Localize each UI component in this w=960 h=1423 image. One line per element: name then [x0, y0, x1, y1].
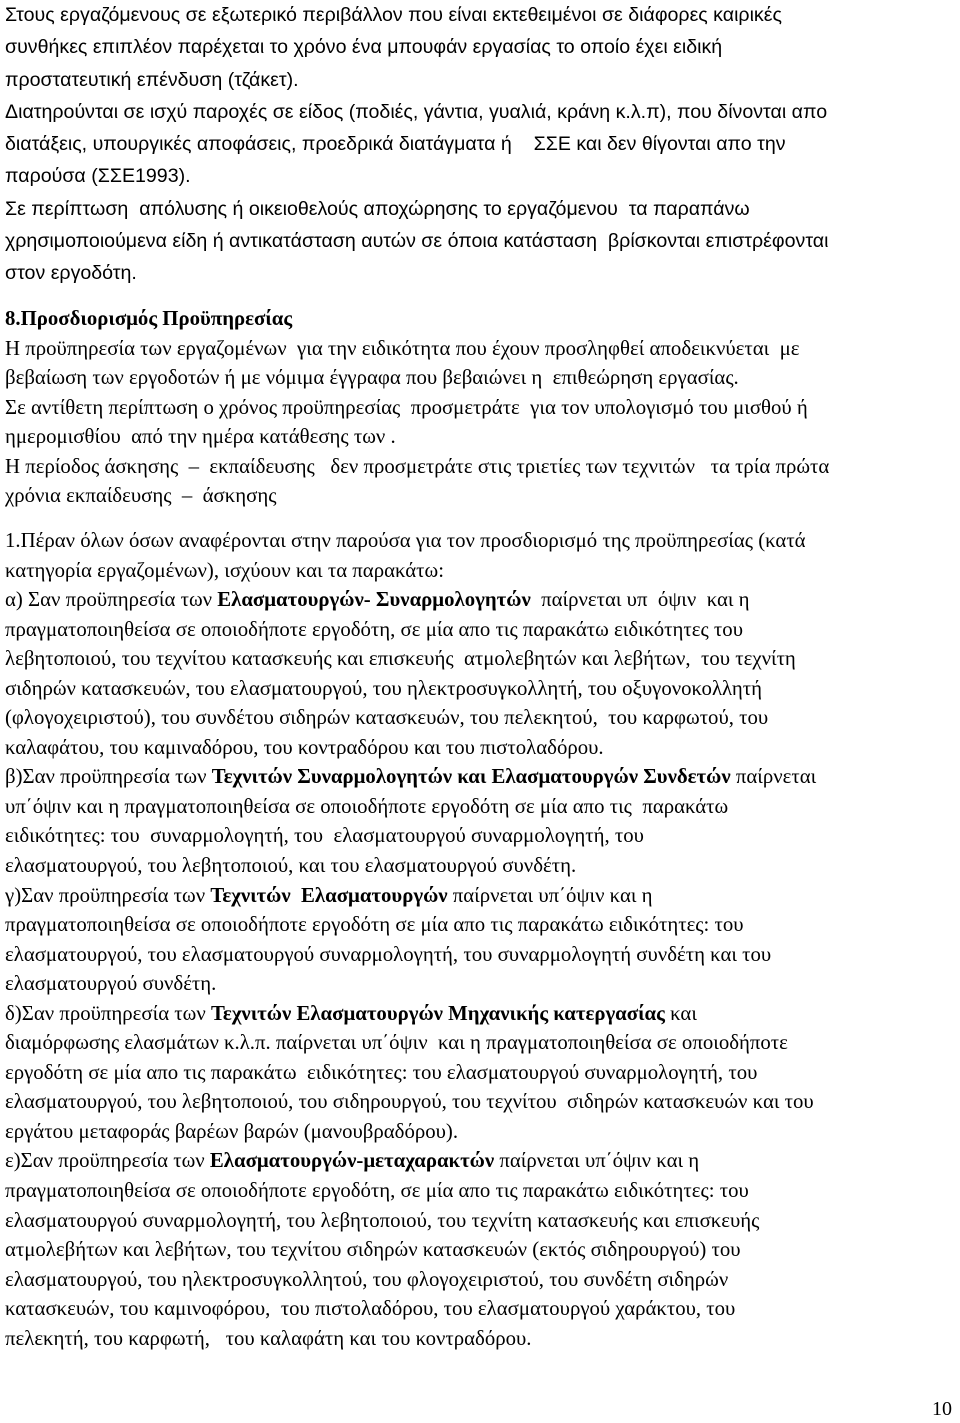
- item-c-first-line: [5, 881, 955, 911]
- text-line: ημερομισθίου από την ημέρα κατάθεσης των .: [5, 425, 396, 449]
- text-line: διαμόρφωσης ελασμάτων κ.λ.π. παίρνεται υπ΄όψιν και η πραγματοποιηθείσα σε οποιοδήποτε: [5, 1031, 788, 1055]
- item-e-prefix: ε)Σαν προϋπηρεσία των: [5, 1149, 210, 1173]
- item-c-suffix: παίρνεται υπ΄όψιν και η: [447, 883, 653, 907]
- text-line: Διατηρούνται σε ισχύ παροχές σε είδος (ποδιές, γάντια, γυαλιά, κράνη κ.λ.π), που δίνονται απο: [5, 100, 828, 123]
- item-a-prefix: α) Σαν προϋπηρεσία των: [5, 588, 218, 612]
- item-c-bold: Τεχνιτών Ελασματουργών: [210, 883, 448, 907]
- text-line: ελασματουργού, του λεβητοποιού, και του ελασματουργού συνδέτη.: [5, 854, 577, 878]
- item-d-prefix: δ)Σαν προϋπηρεσία των: [5, 1001, 211, 1025]
- text-line: (φλογοχειριστού), του συνδέτου σιδηρών κατασκευών, του πελεκητού, του καρφωτού, του: [5, 706, 769, 730]
- text-line: υπ΄όψιν και η πραγματοποιηθείσα σε οποιοδήποτε εργοδότη σε μία απο τις παρακάτω: [5, 794, 729, 818]
- text-line: πελεκητή, του καρφωτή, του καλαφάτη και του κοντραδόρου.: [5, 1326, 532, 1350]
- item-e-first-line: [5, 1146, 955, 1176]
- item-b-first-line: [5, 762, 955, 792]
- text-line: λεβητοποιού, του τεχνίτου κατασκευής και επισκευής ατμολεβητών και λεβήτων, του τεχνίτη: [5, 647, 796, 671]
- item-a-suffix: παίρνεται υπ όψιν και η: [530, 588, 750, 612]
- item-d-first-line: [5, 999, 955, 1029]
- text-line: ελασματουργού συναρμολογητή, του λεβητοποιού, του τεχνίτη κατασκευής και επισκευής: [5, 1208, 760, 1232]
- text-line: 1.Πέραν όλων όσων αναφέρονται στην παρούσα για τον προσδιορισμό της προϋπηρεσίας (κατά: [5, 529, 806, 552]
- text-line: διατάξεις, υπουργικές αποφάσεις, προεδρικά διατάγματα ή ΣΣΕ και δεν θίγονται απο την: [5, 133, 786, 156]
- item-b-prefix: β)Σαν προϋπηρεσία των: [5, 765, 212, 789]
- text-line: σιδηρών κατασκευών, του ελασματουργού, του ηλεκτροσυγκολλητή, του οξυγονοκολλητή: [5, 676, 763, 700]
- text-line: χρησιμοποιούμενα είδη ή αντικατάσταση αυτών σε όποια κατάσταση βρίσκονται επιστρέφονται: [5, 230, 829, 253]
- text-line: παρούσα (ΣΣΕ1993).: [5, 165, 191, 188]
- text-line: ελασματουργού, του ηλεκτροσυγκολλητού, του φλογοχειριστού, του συνδέτη σιδηρών: [5, 1267, 729, 1291]
- text-line: Η προϋπηρεσία των εργαζομένων για την ειδικότητα που έχουν προσληφθεί αποδεικνύεται με: [5, 336, 800, 360]
- item-a-first-line: [5, 585, 955, 615]
- item-e-suffix: παίρνεται υπ΄όψιν και η: [494, 1149, 700, 1173]
- item-d-bold: Τεχνιτών Ελασματουργών Μηχανικής κατεργασίας: [210, 1001, 665, 1025]
- text-line: κατηγορία εργαζομένων), ισχύουν και τα παρακάτω:: [5, 558, 444, 582]
- section-heading-text: 8.Προσδιορισμός Προϋπηρεσίας: [5, 307, 293, 330]
- text-line: κατασκευών, του καμινοφόρου, του πιστολαδόρου, του ελασματουργού χαράκτου, του: [5, 1297, 736, 1321]
- text-line: στον εργοδότη.: [5, 262, 137, 285]
- page-number: 10: [932, 1398, 952, 1420]
- text-line: ελασματουργού συνδέτη.: [5, 972, 217, 996]
- item-a-bold: Ελασματουργών- Συναρμολογητών: [217, 588, 531, 612]
- text-line: συνθήκες επιπλέον παρέχεται το χρόνο ένα μπουφάν εργασίας το οποίο έχει ειδική: [5, 36, 723, 59]
- text-line: χρόνια εκπαίδευσης – άσκησης: [5, 484, 277, 508]
- text-line: Σε αντίθετη περίπτωση ο χρόνος προϋπηρεσίας προσμετράτε για τον υπολογισμό του μισθού ή: [5, 395, 808, 419]
- intro-paragraphs: [5, 0, 955, 290]
- section-1: [5, 526, 955, 1353]
- text-line: ατμολεβήτων και λεβήτων, του τεχνίτου σιδηρών κατασκευών (εκτός σιδηρουργού) του: [5, 1238, 741, 1262]
- text-line: βεβαίωση των εργοδοτών ή με νόμιμα έγγραφα που βεβαιώνει η επιθεώρηση εργασίας.: [5, 366, 739, 390]
- text-line: πραγματοποιηθείσα σε οποιοδήποτε εργοδότη, σε μία απο τις παρακάτω ειδικότητες του: [5, 617, 743, 641]
- text-line: ελασματουργού, του λεβητοποιού, του σιδηρουργού, του τεχνίτου σιδηρών κατασκευών και του: [5, 1090, 814, 1114]
- text-line: Στους εργαζόμενους σε εξωτερικό περιβάλλον που είναι εκτεθειμένοι σε διάφορες καιρικές: [5, 4, 782, 26]
- item-b-bold: Τεχνιτών Συναρμολογητών και Ελασματουργών Συνδετών: [211, 765, 731, 789]
- item-d-suffix: και: [664, 1001, 697, 1025]
- text-line: ειδικότητες: του συναρμολογητή, του ελασματουργού συναρμολογητή, του: [5, 824, 644, 848]
- text-line: εργοδότη σε μία απο τις παρακάτω ειδικότητες: του ελασματουργού συναρμολογητή, του: [5, 1060, 758, 1084]
- item-c-prefix: γ)Σαν προϋπηρεσία των: [5, 883, 211, 907]
- text-line: καλαφάτου, του καμιναδόρου, του κοντραδόρου και του πιστολαδόρου.: [5, 735, 604, 759]
- text-line: προστατευτική επένδυση (τζάκετ).: [5, 68, 299, 91]
- text-line: πραγματοποιηθείσα σε οποιοδήποτε εργοδότη, σε μία απο τις παρακάτω ειδικότητες: του: [5, 1179, 749, 1203]
- text-line: Η περίοδος άσκησης – εκπαίδευσης δεν προσμετράτε στις τριετίες των τεχνιτών τα τρία πρώτα: [5, 454, 830, 478]
- item-e-bold: Ελασματουργών-μεταχαρακτών: [209, 1149, 495, 1173]
- section-heading: [5, 304, 955, 334]
- text-line: εργάτου μεταφοράς βαρέων βαρών (μανουβραδόρου).: [5, 1119, 459, 1143]
- section-8: [5, 304, 955, 511]
- text-line: πραγματοποιηθείσα σε οποιοδήποτε εργοδότη σε μία απο τις παρακάτω ειδικότητες: του: [5, 913, 744, 937]
- text-line: Σε περίπτωση απόλυσης ή οικειοθελούς αποχώρησης το εργαζόμενου τα παραπάνω: [5, 197, 750, 220]
- text-line: ελασματουργού, του ελασματουργού συναρμολογητή, του συναρμολογητή συνδέτη και του: [5, 942, 772, 966]
- item-b-suffix: παίρνεται: [730, 765, 817, 789]
